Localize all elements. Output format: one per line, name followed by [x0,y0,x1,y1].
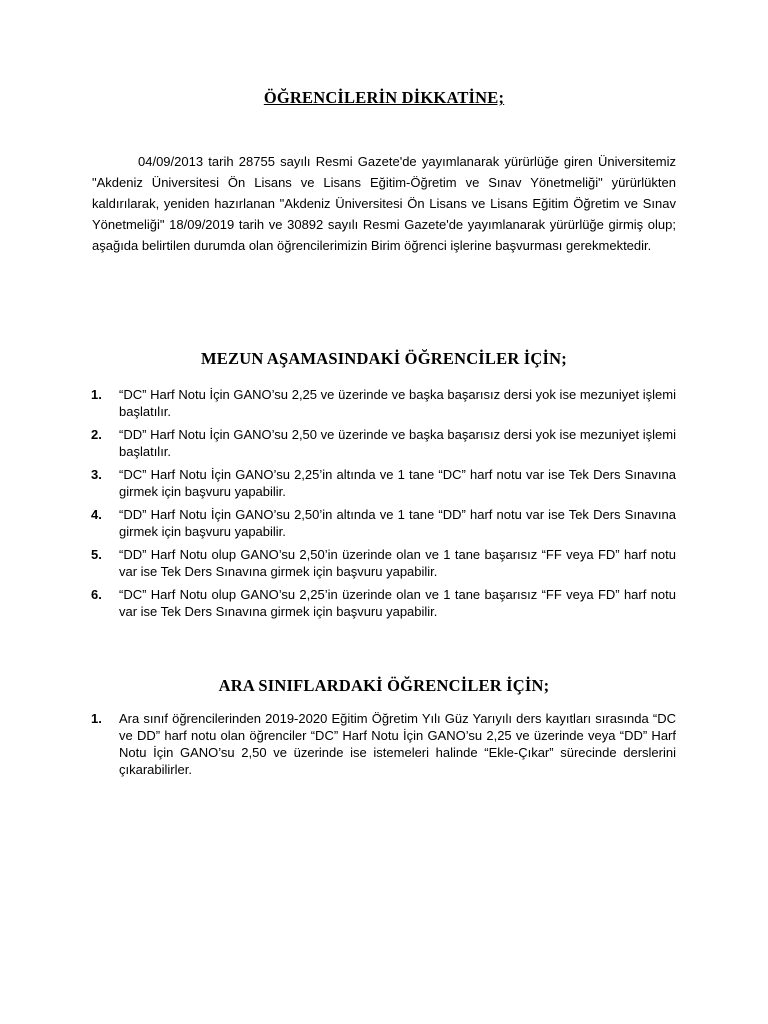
document-title: ÖĞRENCİLERİN DİKKATİNE; [263,88,505,107]
list-item [0,544,768,584]
list-item [0,424,768,464]
list-item-number: 1. [91,711,102,726]
list-item [0,708,768,782]
intro-paragraph: 04/09/2013 tarih 28755 sayılı Resmi Gazete'de yayımlanarak yürürlüğe giren Üniversitemiz "Akdeniz Üniversitesi Ön Lisans ve Lisans Eğitim-Öğretim ve Sınav Yönetmeliği" yürürlükten kaldırılarak, yeniden hazırlanan "Akdeniz Üniversitesi Ön Lisans ve Lisans Eğitim Öğretim ve Sınav Yönetmeliği" 18/09/2019 tarih ve 30892 sayılı Resmi Gazete'de yayımlanarak yürürlüğe girmiş olup; aşağıda belirtilen durumda olan öğrencilerimizin Birim öğrenci işlerine başvurması gerekmektedir. [92,154,676,253]
graduating-students-list [0,384,768,624]
list-item [0,504,768,544]
list-item-text: “DD” Harf Notu İçin GANO’su 2,50 ve üzerinde ve başka başarısız dersi yok ise mezuniyet işlemi başlatılır. [119,427,676,459]
section-heading-intermediate: ARA SINIFLARDAKİ ÖĞRENCİLER İÇİN; [218,676,550,695]
list-item-text: “DD” Harf Notu İçin GANO’su 2,50’in altında ve 1 tane “DD” harf notu var ise Tek Ders Sınavına girmek için başvuru yapabilir. [119,507,676,539]
list-item-number: 2. [91,427,102,442]
list-item-number: 6. [91,587,102,602]
list-item-number: 4. [91,507,102,522]
list-item [0,584,768,624]
list-item-number: 1. [91,387,102,402]
list-item [0,464,768,504]
list-item-text: “DC” Harf Notu olup GANO’su 2,25’in üzerinde olan ve 1 tane başarısız “FF veya FD” harf notu var ise Tek Ders Sınavına girmek için başvuru yapabilir. [119,587,676,619]
list-item [0,384,768,424]
list-item-text: Ara sınıf öğrencilerinden 2019-2020 Eğitim Öğretim Yılı Güz Yarıyılı ders kayıtları sırasında “DC ve DD” harf notu olan öğrenciler “DC” Harf Notu İçin GANO’su 2,25 ve üzerinde veya “DD” Harf Notu İçin GANO’su 2,50 ve üzerinde ise istemeleri halinde “Ekle-Çıkar” sürecinde derslerini çıkarabilirler. [119,711,676,777]
section-heading-graduating: MEZUN AŞAMASINDAKİ ÖĞRENCİLER İÇİN; [201,349,567,368]
intermediate-students-list [0,708,768,782]
list-item-text: “DD” Harf Notu olup GANO’su 2,50’in üzerinde olan ve 1 tane başarısız “FF veya FD” harf notu var ise Tek Ders Sınavına girmek için başvuru yapabilir. [119,547,676,579]
list-item-number: 3. [91,467,102,482]
list-item-number: 5. [91,547,102,562]
list-item-text: “DC” Harf Notu İçin GANO’su 2,25’in altında ve 1 tane “DC” harf notu var ise Tek Ders Sınavına girmek için başvuru yapabilir. [119,467,676,499]
list-item-text: “DC” Harf Notu İçin GANO’su 2,25 ve üzerinde ve başka başarısız dersi yok ise mezuniyet işlemi başlatılır. [119,387,676,419]
